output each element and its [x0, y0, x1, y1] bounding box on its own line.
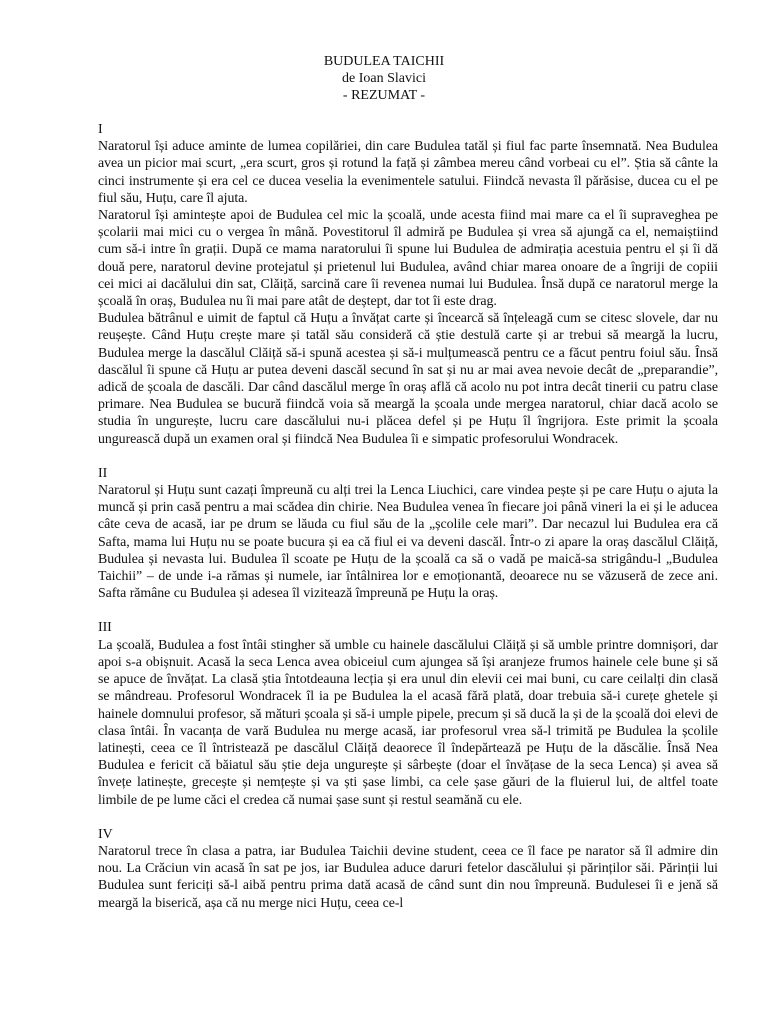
document-subtitle: - REZUMAT -: [342, 88, 426, 103]
section-spacer: [98, 809, 718, 826]
document-header: [0, 53, 768, 104]
paragraph: Budulea bătrânul e uimit de faptul că Huțu a învățat carte și încearcă să înțeleagă cum se citesc slovele, dar nu reușește. Când Huțu crește mare și tatăl său consideră că știe destulă carte și ar trebui să meargă la lucru, Budulea merge la dascălul Clăiță să-i spună acestea și să-i mulțumească pentru ce a făcut pentru foiul său. Însă dascălul îi spune că Huțu ar putea deveni dascăl secund în sat și nu ar mai avea nevoie decât de „preparandie”, adică de școala de dascăli. Dar când dascălul merge în oraș află că acolo nu pot intra decât tinerii cu patru clase primare. Nea Budulea se bucură fiindcă voia să meargă la școala unde mergea naratorul, chiar dacă acolo se studia în ungurește, lucru care dascălului nu-i plăcea defel și pe Huțu îl îngrijora. Este primit la școala ungurească după un examen oral și fiindcă Nea Budulea îi e simpatic profesorului Wondracek.: [98, 311, 718, 447]
section-1: [98, 121, 718, 448]
section-number: III: [98, 620, 112, 636]
section-4: [98, 826, 718, 912]
paragraph: La școală, Budulea a fost întâi stingher să umble cu hainele dascălului Clăiță și să umble printre domnișori, dar apoi s-a obișnuit. Acasă la seca Lenca avea obiceiul cum ajungea să își aranjeze frumos hainele cele bune și să se apuce de învățat. La clasă știa întotdeauna lecția și era unul din elevii cei mai buni, cu care ceilalți din clasă se mândreau. Profesorul Wondracek îl ia pe Budulea la el acasă fără plată, doar trebuia să-i curețe ghetele și hainele domnului profesor, să mături școala și să-i umple pipele, precum și să ducă la și de la școală doi elevi de clasa întâi. În vacanța de vară Budulea nu merge acasă, iar profesorul vrea să-l trimită pe Budulea la școlile latinești, ceea ce îl întristează pe dascălul Clăiță deaorece îl îndepărtează pe Huțu de la dăscălie. Însă Nea Budulea e fericit că băiatul său știe deja ungurește și sârbește (doar el învățase de la seca Lenca) și avea să învețe latinește, grecește și nemțește și va ști șase limbi, ca cele șase găuri de la fluierul lui, de altfel toate limbile de pe lume căci el credea că numai șase sunt și restul seamănă cu ele.: [98, 637, 718, 808]
paragraph: Naratorul și Huțu sunt cazați împreună cu alți trei la Lenca Liuchici, care vindea pește și pe care Huțu o ajuta la muncă și prin casă pentru a mai scădea din chirie. Nea Budulea venea în fiecare joi până vineri la ei și le aducea câte ceva de acasă, iar pe drum se lăuda cu fiul său de la „școlile cele mari”. Dar necazul lui Budulea era că Safta, mama lui Huțu nu se poate bucura și ea că fiul ei va deveni dascăl. Într-o zi apare la oraș dascălul Clăiță, Budulea și nevasta lui. Budulea îl scoate pe Huțu de la școală ca să o vadă pe maică-sa strigându-l „Budulea Taichii” – de unde i-a rămas și numele, iar întâlnirea lor e emoționantă, deoarece nu se văzuseră de zece ani. Safta rămâne cu Budulea și adesea îl vizitează împreună pe Huțu la oraș.: [98, 483, 718, 602]
section-spacer: [98, 602, 718, 619]
section-3: [98, 619, 718, 808]
section-spacer: [98, 448, 718, 465]
paragraph: Naratorul își amintește apoi de Budulea cel mic la școală, unde acesta fiind mai mare ca el îi supraveghea pe școlarii mai mici cu o vergea în mână. Povestitorul îl admiră pe Budulea și vrea să ajungă ca el, nemaiștiind cum să-i intre în grații. După ce mama naratorului îi spune lui Budulea de admirația acestuia pentru el și îi dă două pere, naratorul devine protejatul și prietenul lui Budulea, având chiar marea onoare de a îngriji de copiii cei mici ai dacălului din sat, Clăiță, sarcină care îi revenea numai lui Budulea. Însă după ce naratorul merge la școală în oraș, Budulea nu îi mai pare atât de deștept, dar tot îi este drag.: [98, 208, 718, 310]
document-body: [98, 121, 718, 912]
section-number: I: [98, 122, 103, 137]
section-2: [98, 465, 718, 603]
document-title: BUDULEA TAICHII: [323, 54, 445, 69]
section-number: II: [98, 465, 108, 481]
paragraph: Naratorul își aduce aminte de lumea copilăriei, din care Budulea tatăl și fiul fac parte însemnată. Nea Budulea avea un picior mai scurt, „era scurt, gros și rotund la față și zâmbea mereu când vorbeai cu el”. Știa să cânte la cinci instrumente și era cel ce ducea veselia la evenimentele satului. Fiindcă nevasta îl părăsise, ducea cu el pe fiul său, Huțu, care îl ajuta.: [98, 139, 718, 206]
section-number: IV: [98, 826, 113, 842]
paragraph: Naratorul trece în clasa a patra, iar Budulea Taichii devine student, ceea ce îl face pe narator să îl admire din nou. La Crăciun vin acasă în sat pe jos, iar Budulea aduce daruri fetelor dascălului și părinților săi. Părinții lui Budulea sunt fericiți să-l aibă pentru prima dată acasă de când sunt din nou împreună. Budulesei îi e jenă să meargă la biserică, așa că nu merge nici Huțu, ceea ce-l: [98, 843, 718, 911]
document-author: de Ioan Slavici: [342, 71, 426, 86]
